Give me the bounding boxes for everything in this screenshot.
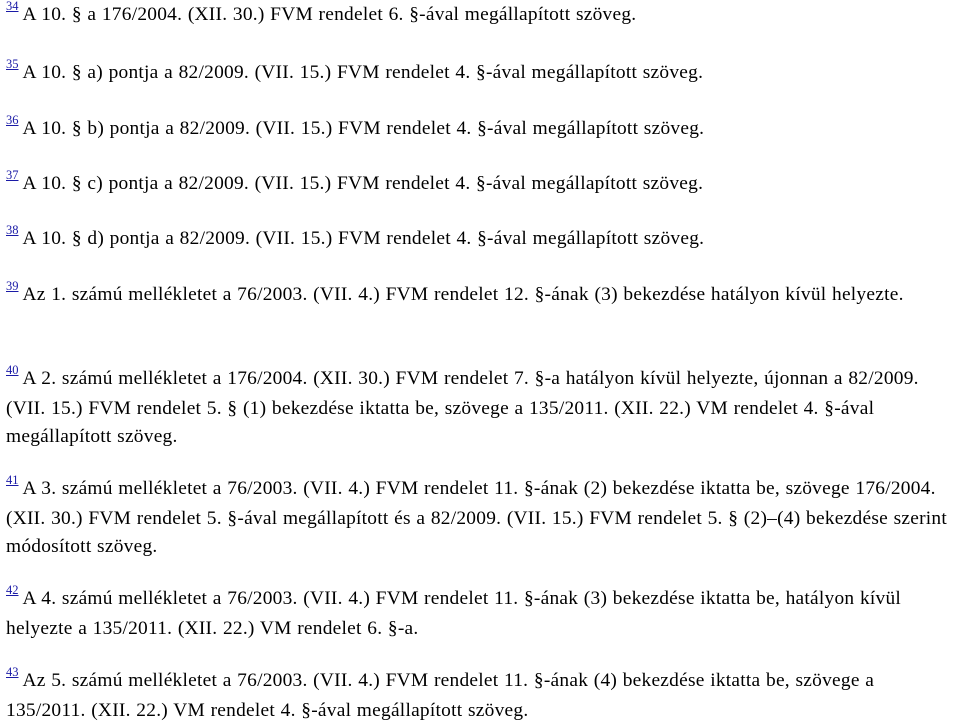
footnote-34 — [6, 1, 956, 31]
footnote-43 — [6, 667, 956, 725]
footnote-text: A 10. § a 176/2004. (XII. 30.) FVM rendelet 6. §-ával megállapított szöveg. — [22, 4, 637, 25]
footnote-number-link[interactable]: 38 — [6, 223, 19, 237]
footnote-number-link[interactable]: 42 — [6, 583, 19, 597]
footnote-number-link[interactable]: 40 — [6, 363, 19, 377]
footnote-number-link[interactable]: 37 — [6, 168, 19, 182]
footnote-42 — [6, 585, 956, 643]
footnote-text: A 10. § b) pontja a 82/2009. (VII. 15.) FVM rendelet 4. §-ával megállapított szöveg. — [22, 118, 705, 139]
footnote-37 — [6, 170, 956, 200]
footnote-text: A 10. § c) pontja a 82/2009. (VII. 15.) FVM rendelet 4. §-ával megállapított szöveg. — [22, 173, 704, 194]
footnote-number-link[interactable]: 35 — [6, 57, 19, 71]
footnote-text: Az 5. számú mellékletet a 76/2003. (VII. 4.) FVM rendelet 11. §-ának (4) bekezdése iktatta be, szövege a 135/2011. (XII. 22.) VM rendelet 4. §-ával megállapított szöveg. — [6, 670, 875, 721]
footnote-39 — [6, 281, 956, 311]
footnote-text: A 10. § a) pontja a 82/2009. (VII. 15.) FVM rendelet 4. §-ával megállapított szöveg. — [22, 62, 704, 83]
footnote-number-link[interactable]: 39 — [6, 279, 19, 293]
footnote-text: A 2. számú mellékletet a 176/2004. (XII. 30.) FVM rendelet 7. §-a hatályon kívül helyezte, újonnan a 82/2009. (VII. 15.) FVM rendelet 5. § (1) bekezdése iktatta be, szövege a 135/2011. (XII. 22.) VM rendelet 4. §-ával megállapított szöveg. — [6, 368, 919, 447]
footnote-text: Az 1. számú mellékletet a 76/2003. (VII. 4.) FVM rendelet 12. §-ának (3) bekezdése hatályon kívül helyezte. — [22, 284, 904, 305]
footnote-36 — [6, 115, 956, 145]
footnote-text: A 10. § d) pontja a 82/2009. (VII. 15.) FVM rendelet 4. §-ával megállapított szöveg. — [22, 228, 705, 249]
footnote-number-link[interactable]: 41 — [6, 473, 19, 487]
footnote-number-link[interactable]: 36 — [6, 113, 19, 127]
footnote-38 — [6, 225, 956, 255]
footnote-35 — [6, 59, 956, 89]
footnote-number-link[interactable]: 43 — [6, 665, 19, 679]
footnote-text: A 3. számú mellékletet a 76/2003. (VII. 4.) FVM rendelet 11. §-ának (2) bekezdése iktatta be, szövege 176/2004. (XII. 30.) FVM rendelet 5. §-ával megállapított és a 82/2009. (VII. 15.) FVM rendelet 5. § (2)–(4) bekezdése szerint módosított szöveg. — [6, 478, 948, 557]
footnote-number-link[interactable]: 34 — [6, 0, 19, 13]
footnote-40 — [6, 365, 956, 452]
footnote-text: A 4. számú mellékletet a 76/2003. (VII. 4.) FVM rendelet 11. §-ának (3) bekezdése iktatta be, hatályon kívül helyezte a 135/2011. (XII. 22.) VM rendelet 6. §-a. — [6, 588, 902, 639]
footnote-41 — [6, 475, 956, 562]
